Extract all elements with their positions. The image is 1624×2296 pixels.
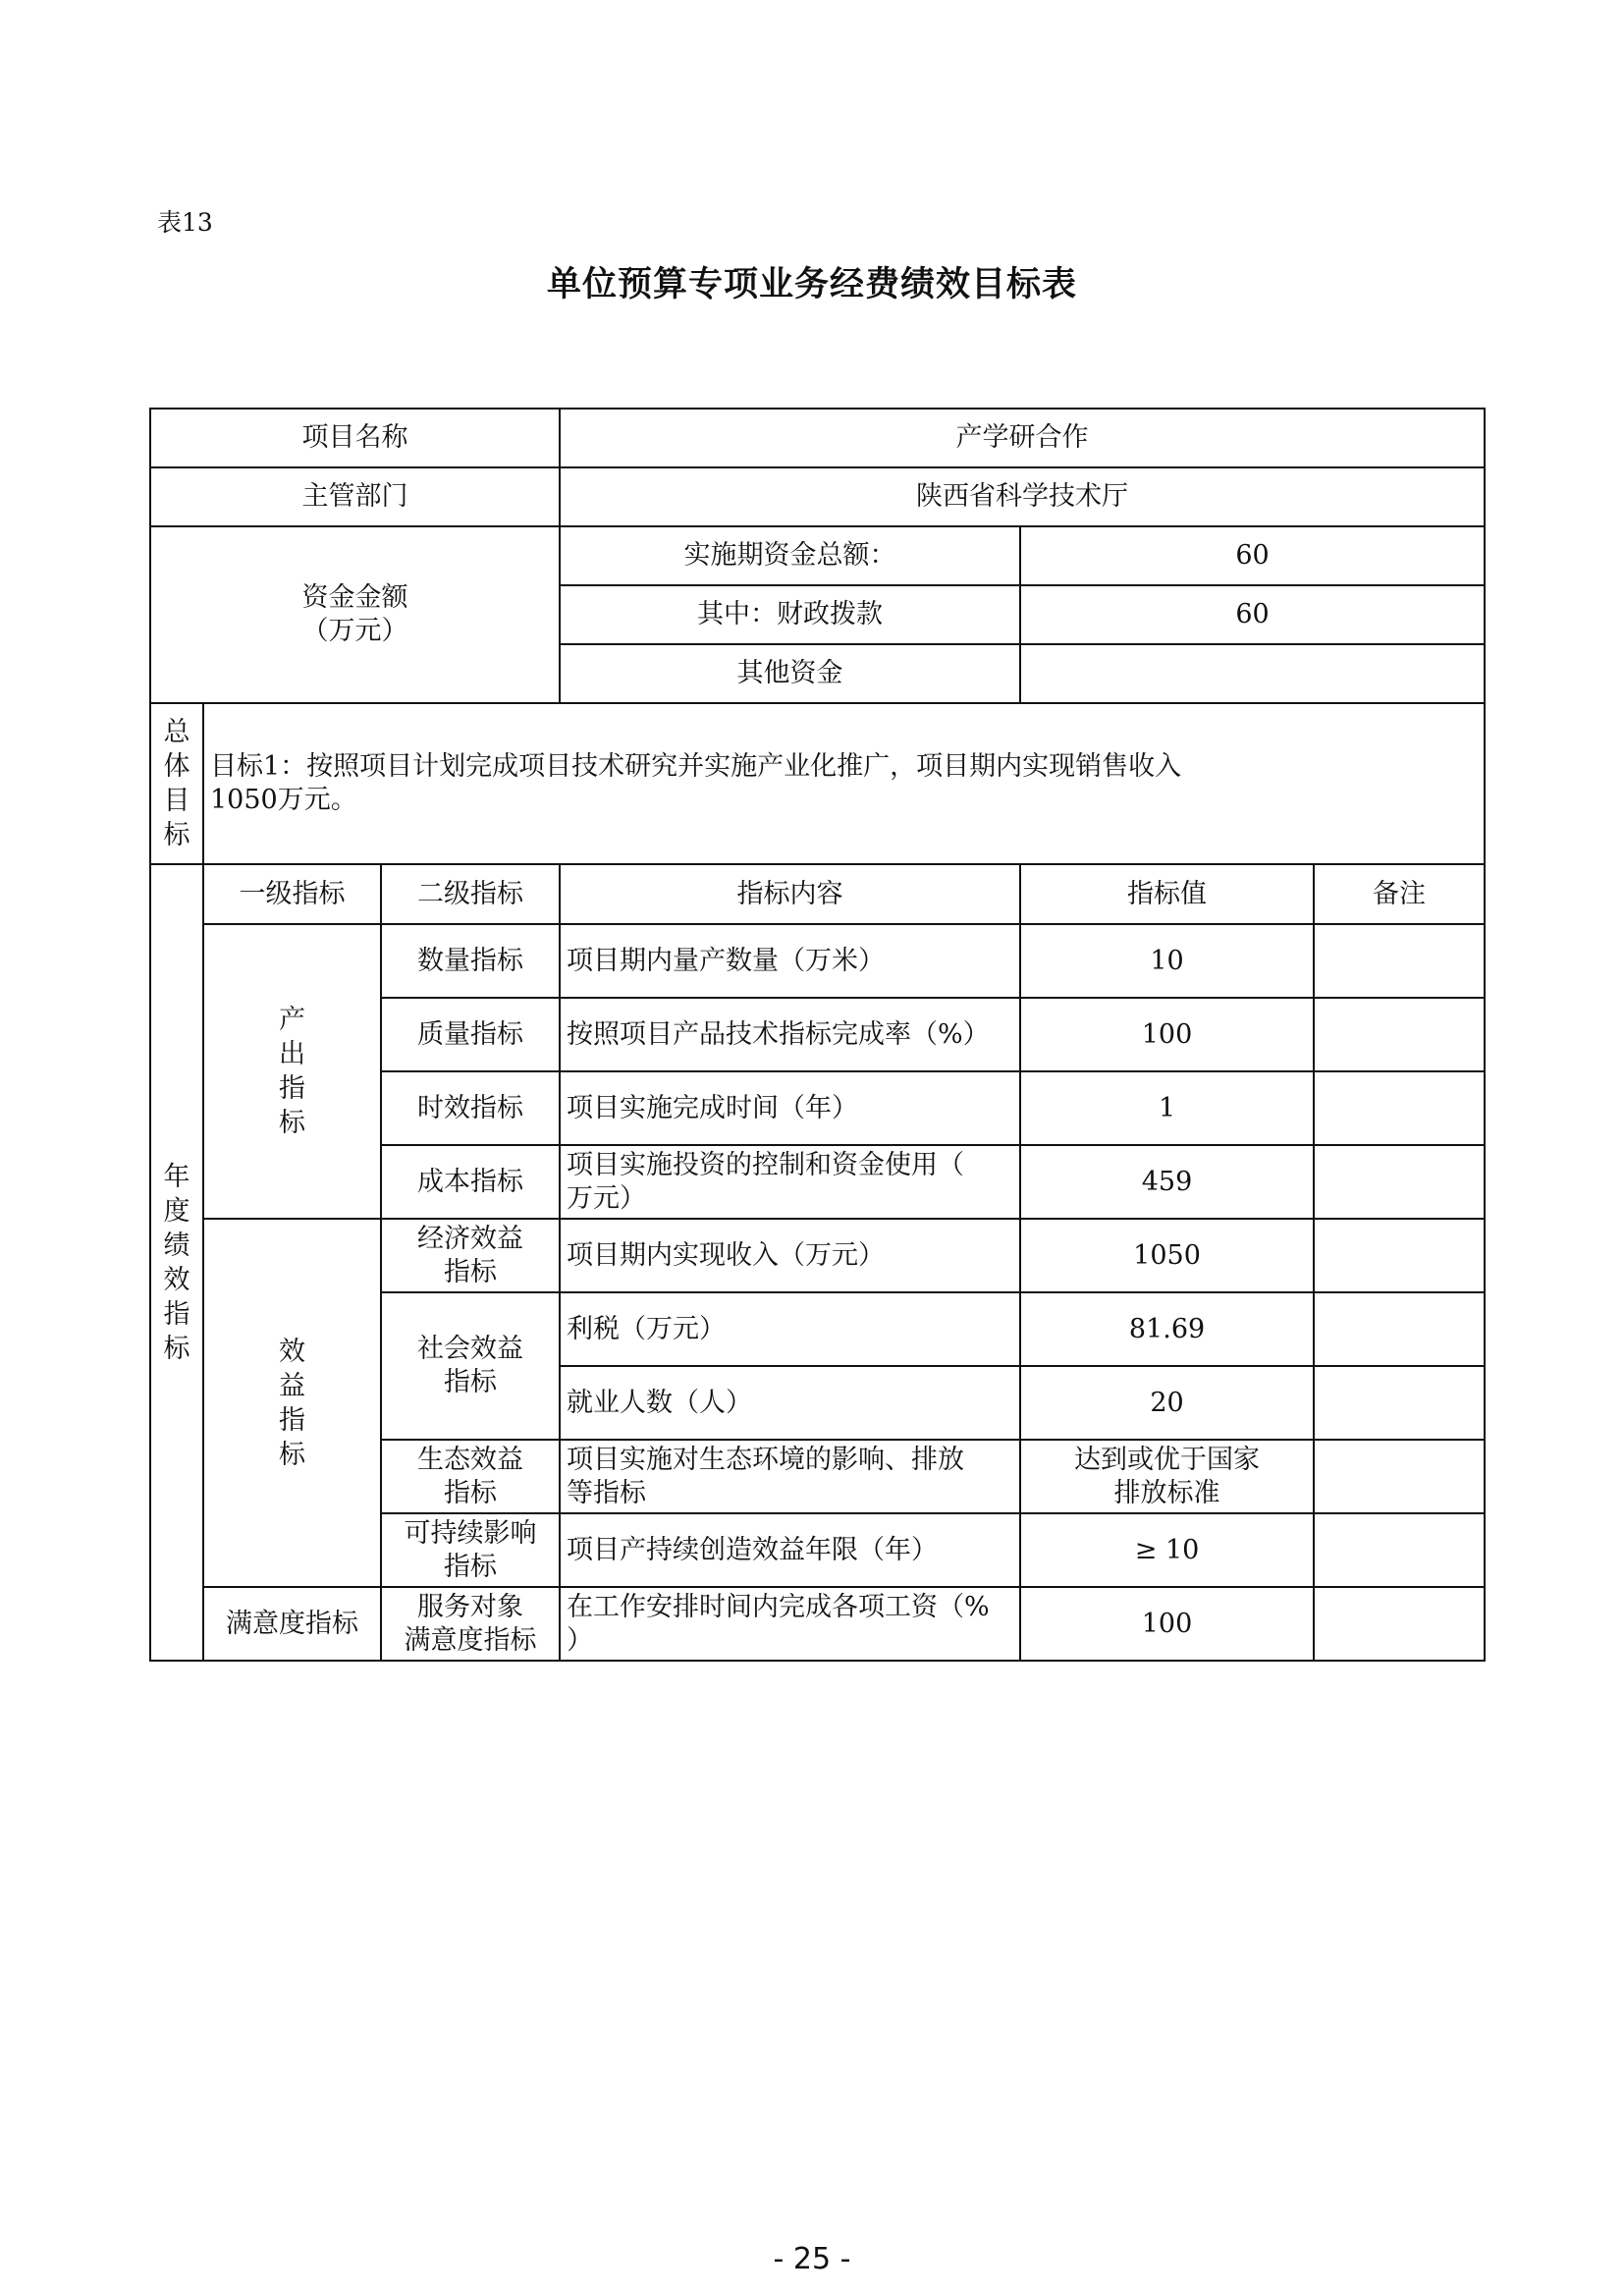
overall-goal-text [203, 703, 1485, 864]
level2-line-2: 指标 [444, 1477, 498, 1508]
value-line-1: 81.69 [1128, 1313, 1206, 1344]
fund-other-value [1020, 644, 1485, 703]
level2-cell [381, 1292, 560, 1440]
remark-cell [1314, 1145, 1485, 1219]
value-line-1: 459 [1141, 1166, 1193, 1197]
row-department [150, 467, 1485, 526]
value-line-2: 排放标准 [1113, 1477, 1220, 1508]
level2-line-1: 成本指标 [417, 1166, 524, 1197]
value-line-1: 20 [1150, 1387, 1184, 1418]
level2-cell [381, 1513, 560, 1587]
level2-cell [381, 1440, 560, 1513]
value-cell [1020, 1292, 1314, 1366]
value-cell [1020, 924, 1314, 998]
content-cell [560, 1366, 1020, 1440]
row-annual-header [150, 864, 1485, 924]
fund-total-value: 60 [1020, 526, 1485, 585]
remark-cell [1314, 1366, 1485, 1440]
level2-cell [381, 1145, 560, 1219]
value-line-1: 100 [1141, 1608, 1193, 1639]
annual-indicators-label-text: 年度绩效指标 [163, 1161, 190, 1364]
benefit-indicators-label [203, 1219, 381, 1587]
level2-line-1: 社会效益 [417, 1334, 524, 1364]
header-value: 指标值 [1020, 864, 1314, 924]
remark-cell [1314, 1513, 1485, 1587]
content-line-1: 按照项目产品技术指标完成率（%） [567, 1018, 990, 1050]
content-cell [560, 924, 1020, 998]
content-line-1: 就业人数（人） [567, 1387, 753, 1418]
content-cell [560, 1219, 1020, 1292]
fund-amount-label-text: 资金金额 [301, 582, 408, 613]
value-line-1: 100 [1141, 1018, 1193, 1050]
value-line-1: 达到或优于国家 [1074, 1444, 1261, 1475]
content-cell [560, 1513, 1020, 1587]
table-number: 表13 [157, 208, 213, 237]
remark-cell [1314, 1440, 1485, 1513]
department-label: 主管部门 [150, 467, 560, 526]
content-cell [560, 1587, 1020, 1661]
fund-amount-label [150, 526, 560, 703]
content-line-1: 项目期内实现收入（万元） [567, 1239, 886, 1271]
overall-goal-line-2: 1050万元。 [210, 785, 357, 815]
header-level2: 二级指标 [381, 864, 560, 924]
overall-goal-line-1: 目标1：按照项目计划完成项目技术研究并实施产业化推广，项目期内实现销售收入 [210, 751, 1182, 782]
row-overall-goal [150, 703, 1485, 864]
table-row [150, 1219, 1485, 1292]
content-line-1: 项目产持续创造效益年限（年） [567, 1534, 939, 1565]
annual-indicators-label [150, 864, 203, 1661]
benefit-indicators-label-text: 效益指标 [279, 1336, 305, 1470]
value-cell [1020, 1219, 1314, 1292]
header-content: 指标内容 [560, 864, 1020, 924]
content-line-1: 利税（万元） [567, 1313, 727, 1344]
row-project-name [150, 409, 1485, 467]
level2-cell [381, 1587, 560, 1661]
level2-cell [381, 924, 560, 998]
content-line-1: 在工作安排时间内完成各项工资（% [567, 1591, 990, 1622]
value-cell [1020, 1145, 1314, 1219]
level2-cell [381, 1071, 560, 1145]
fund-fiscal-value: 60 [1020, 585, 1485, 644]
content-line-2: 等指标 [567, 1477, 647, 1508]
output-indicators-label [203, 924, 381, 1219]
level2-line-1: 数量指标 [417, 945, 524, 976]
value-cell [1020, 1366, 1314, 1440]
value-line-1: 1 [1158, 1092, 1176, 1123]
remark-cell [1314, 1587, 1485, 1661]
header-remark: 备注 [1314, 864, 1485, 924]
content-line-2: ） [567, 1624, 594, 1656]
content-line-1: 项目实施投资的控制和资金使用（ [567, 1149, 965, 1180]
value-line-1: 1050 [1133, 1239, 1201, 1271]
fund-fiscal-label: 其中：财政拨款 [560, 585, 1020, 644]
value-line-1: ≥ 10 [1134, 1534, 1200, 1565]
level2-line-2: 指标 [444, 1367, 498, 1397]
header-level1: 一级指标 [203, 864, 381, 924]
value-cell [1020, 1440, 1314, 1513]
output-indicators-label-text: 产出指标 [279, 1005, 305, 1138]
level2-line-1: 生态效益 [417, 1444, 524, 1475]
remark-cell [1314, 998, 1485, 1071]
satisfaction-indicators-label: 满意度指标 [203, 1587, 381, 1661]
project-name-label: 项目名称 [150, 409, 560, 467]
remark-cell [1314, 924, 1485, 998]
level2-line-2: 指标 [444, 1551, 498, 1582]
content-cell [560, 1145, 1020, 1219]
content-cell [560, 1440, 1020, 1513]
value-cell [1020, 1587, 1314, 1661]
content-line-2: 万元） [567, 1182, 647, 1214]
content-line-1: 项目实施对生态环境的影响、排放 [567, 1444, 965, 1475]
value-cell [1020, 998, 1314, 1071]
level2-cell [381, 1219, 560, 1292]
page-title: 单位预算专项业务经费绩效目标表 [546, 265, 1077, 304]
performance-table-container [149, 408, 1484, 1660]
content-cell [560, 1071, 1020, 1145]
performance-table [149, 408, 1486, 1662]
level2-line-1: 时效指标 [417, 1092, 524, 1123]
content-line-1: 项目期内量产数量（万米） [567, 945, 886, 976]
level2-line-1: 可持续影响 [404, 1517, 537, 1549]
level2-line-1: 质量指标 [417, 1018, 524, 1050]
content-cell [560, 998, 1020, 1071]
fund-other-label: 其他资金 [560, 644, 1020, 703]
level2-line-2: 满意度指标 [404, 1624, 537, 1656]
content-line-1: 项目实施完成时间（年） [567, 1092, 859, 1123]
fund-total-label: 实施期资金总额： [560, 526, 1020, 585]
row-fund-total [150, 526, 1485, 585]
project-name-value: 产学研合作 [560, 409, 1485, 467]
table-row [150, 1587, 1485, 1661]
value-line-1: 10 [1150, 945, 1184, 976]
remark-cell [1314, 1292, 1485, 1366]
value-cell [1020, 1513, 1314, 1587]
level2-cell [381, 998, 560, 1071]
level2-line-1: 服务对象 [417, 1591, 524, 1622]
table-row [150, 924, 1485, 998]
content-cell [560, 1292, 1020, 1366]
overall-goal-label-text: 总体目标 [163, 717, 190, 850]
remark-cell [1314, 1071, 1485, 1145]
value-cell [1020, 1071, 1314, 1145]
overall-goal-label [150, 703, 203, 864]
department-value: 陕西省科学技术厅 [560, 467, 1485, 526]
level2-line-1: 经济效益 [417, 1223, 524, 1254]
level2-line-2: 指标 [444, 1256, 498, 1287]
fund-amount-unit: （万元） [301, 616, 408, 646]
page-number: - 25 - [773, 2242, 851, 2276]
remark-cell [1314, 1219, 1485, 1292]
